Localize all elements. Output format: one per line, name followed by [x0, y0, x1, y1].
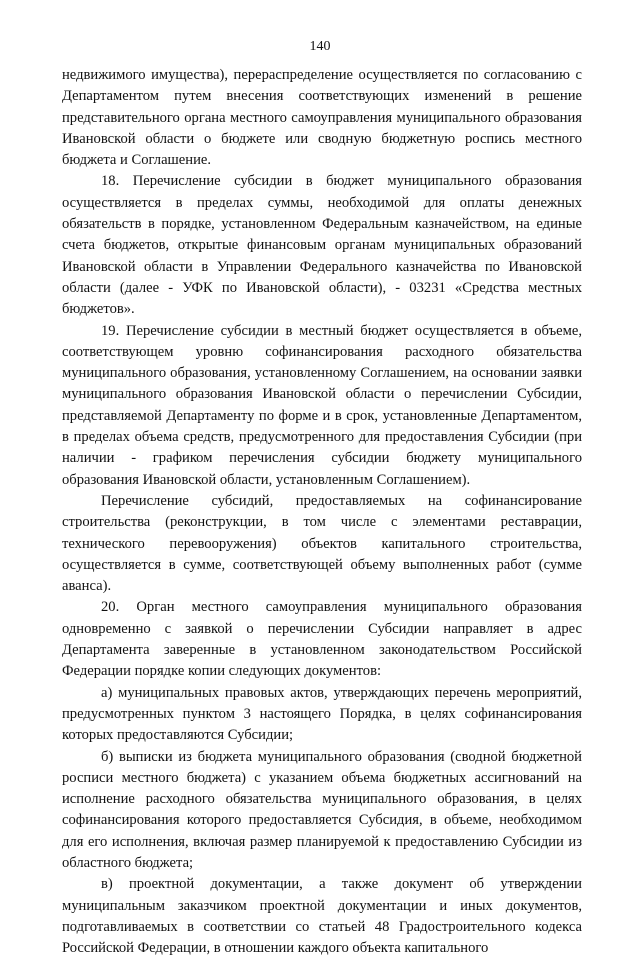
paragraph-subitem-a: а) муниципальных правовых актов, утверждающих перечень мероприятий, предусмотренных пунктом 3 настоящего Порядка, в целях софинансирования которых предоставляются Субсидии; [62, 684, 582, 744]
paragraph-continuation: недвижимого имущества), перераспределение осуществляется по согласованию с Департаментом путем внесения соответствующих изменений в решение представительного органа местного самоуправления муниципального образования Ивановской области о бюджете или сводную бюджетную роспись местного бюджета и Соглашение. [62, 67, 582, 169]
paragraph-item-19: 19. Перечисление субсидии в местный бюджет осуществляется в объеме, соответствующем уровню софинансирования расходного обязательства муниципального образования, установленному Соглашением, на основании заявки муниципального образования Ивановской области о перечислении Субсидии, представляемой Департаменту по форме и в срок, установленные Департаментом, в пределах объема средств, предусмотренного для предоставления Субсидии (при наличии - графиком перечисления субсидии бюджету муниципального образования Ивановской области, установленным Соглашением). [62, 322, 582, 488]
paragraph-capital-construction: Перечисление субсидий, предоставляемых на софинансирование строительства (реконструкции, в том числе с элементами реставрации, технического перевооружения) объектов капитального строительства, осуществляется в сумме, соответствующей объему выполненных работ (сумме аванса). [62, 492, 582, 595]
paragraph-subitem-v: в) проектной документации, а также документ об утверждении муниципальным заказчиком проектной документации и иных документов, подготавливаемых в соответствии со статьей 48 Градостроительного кодекса Российской Федерации, в отношении каждого объекта капитального [62, 876, 582, 957]
page-number: 140 [309, 39, 331, 54]
paragraph-item-18: 18. Перечисление субсидии в бюджет муниципального образования осуществляется в пределах суммы, необходимой для оплаты денежных обязательств в порядке, установленном Федеральным казначейством, на единые счета бюджетов, открытые финансовым органам муниципальных образований Ивановской области в Управлении Федерального казначейства по Ивановской области (далее - УФК по Ивановской области), - 03231 «Средства местных бюджетов». [62, 173, 582, 318]
document-body [62, 65, 582, 959]
paragraph-subitem-b: б) выписки из бюджета муниципального образования (сводной бюджетной росписи местного бюджета) с указанием объема бюджетных ассигнований на исполнение расходного обязательства муниципального образования, в целях софинансирования которого предоставляется Субсидия, в объеме, необходимом для его исполнения, включая размер планируемой к предоставлению Субсидии из областного бюджета; [62, 748, 582, 871]
paragraph-item-20: 20. Орган местного самоуправления муниципального образования одновременно с заявкой о перечислении Субсидии направляет в адрес Департамента заверенные в установленном законодательством Российской Федерации порядке копии следующих документов: [62, 599, 582, 680]
